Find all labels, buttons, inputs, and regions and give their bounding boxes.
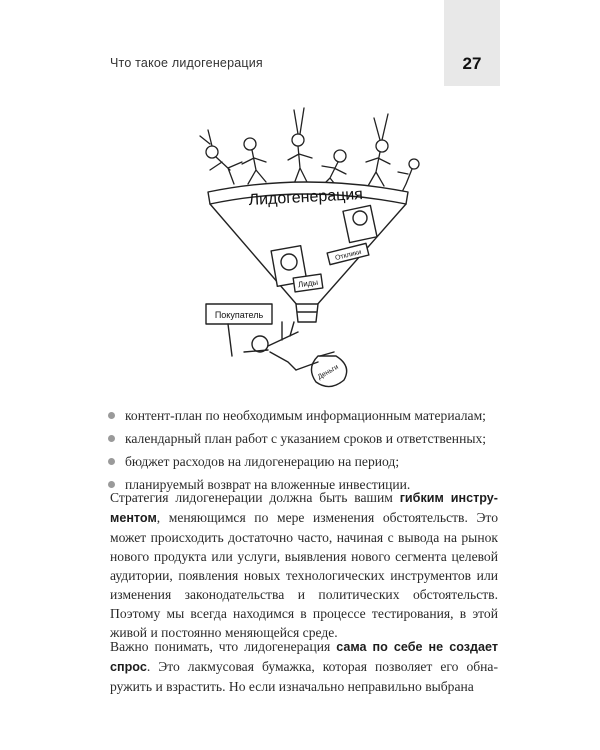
list-item: планируемый возврат на вложенные инвестиции. — [106, 473, 498, 496]
money-bag-label: Деньги — [316, 363, 340, 382]
page-number: 27 — [462, 54, 482, 73]
bullet-icon — [108, 481, 115, 488]
list-item: бюджет расходов на лидогенерацию на период; — [106, 450, 498, 473]
bullet-list — [106, 404, 498, 496]
falling-people — [200, 108, 419, 192]
paragraph-strategy: Стратегия лидогенерации должна быть вашим гибким инстру- ментом, меняющимся по мере изменения обстоятельств. Это может происходить достаточно часто, начиная с вывода на рынок нового продукта или услуги, выявления нового сегмента целевой аудитории, появления новых технологических инструментов или изменения законодательства и политических обстоятельств. Поэтому мы всегда находимся в процессе тестирования, в этой живой и постоянно меняющейся среде. — [110, 490, 498, 640]
list-item: контент-план по необходимым информационным материалам; — [106, 404, 498, 427]
buyer-person — [244, 322, 298, 370]
bullet-icon — [108, 435, 115, 442]
list-item: календарный план работ с указанием сроков и ответственных; — [106, 427, 498, 450]
lead-generation-funnel-illustration — [170, 100, 440, 390]
running-title: Что такое лидогенерация — [110, 56, 263, 70]
card-responses-label: Отклики — [334, 248, 363, 263]
card-leads-label: Лиды — [297, 277, 319, 290]
paragraph-demand: Важно понимать, что лидогенерация сама по себе не создает спрос. Это лакмусовая бумажка, которая позволяет его обна-ружить и взрастить. Но если изначально неправильно выбрана — [110, 639, 498, 694]
buyer-sign-label: Покупатель — [214, 310, 264, 320]
bullet-icon — [108, 458, 115, 465]
funnel-label: Лидогенерация — [248, 186, 364, 209]
bullet-icon — [108, 412, 115, 419]
